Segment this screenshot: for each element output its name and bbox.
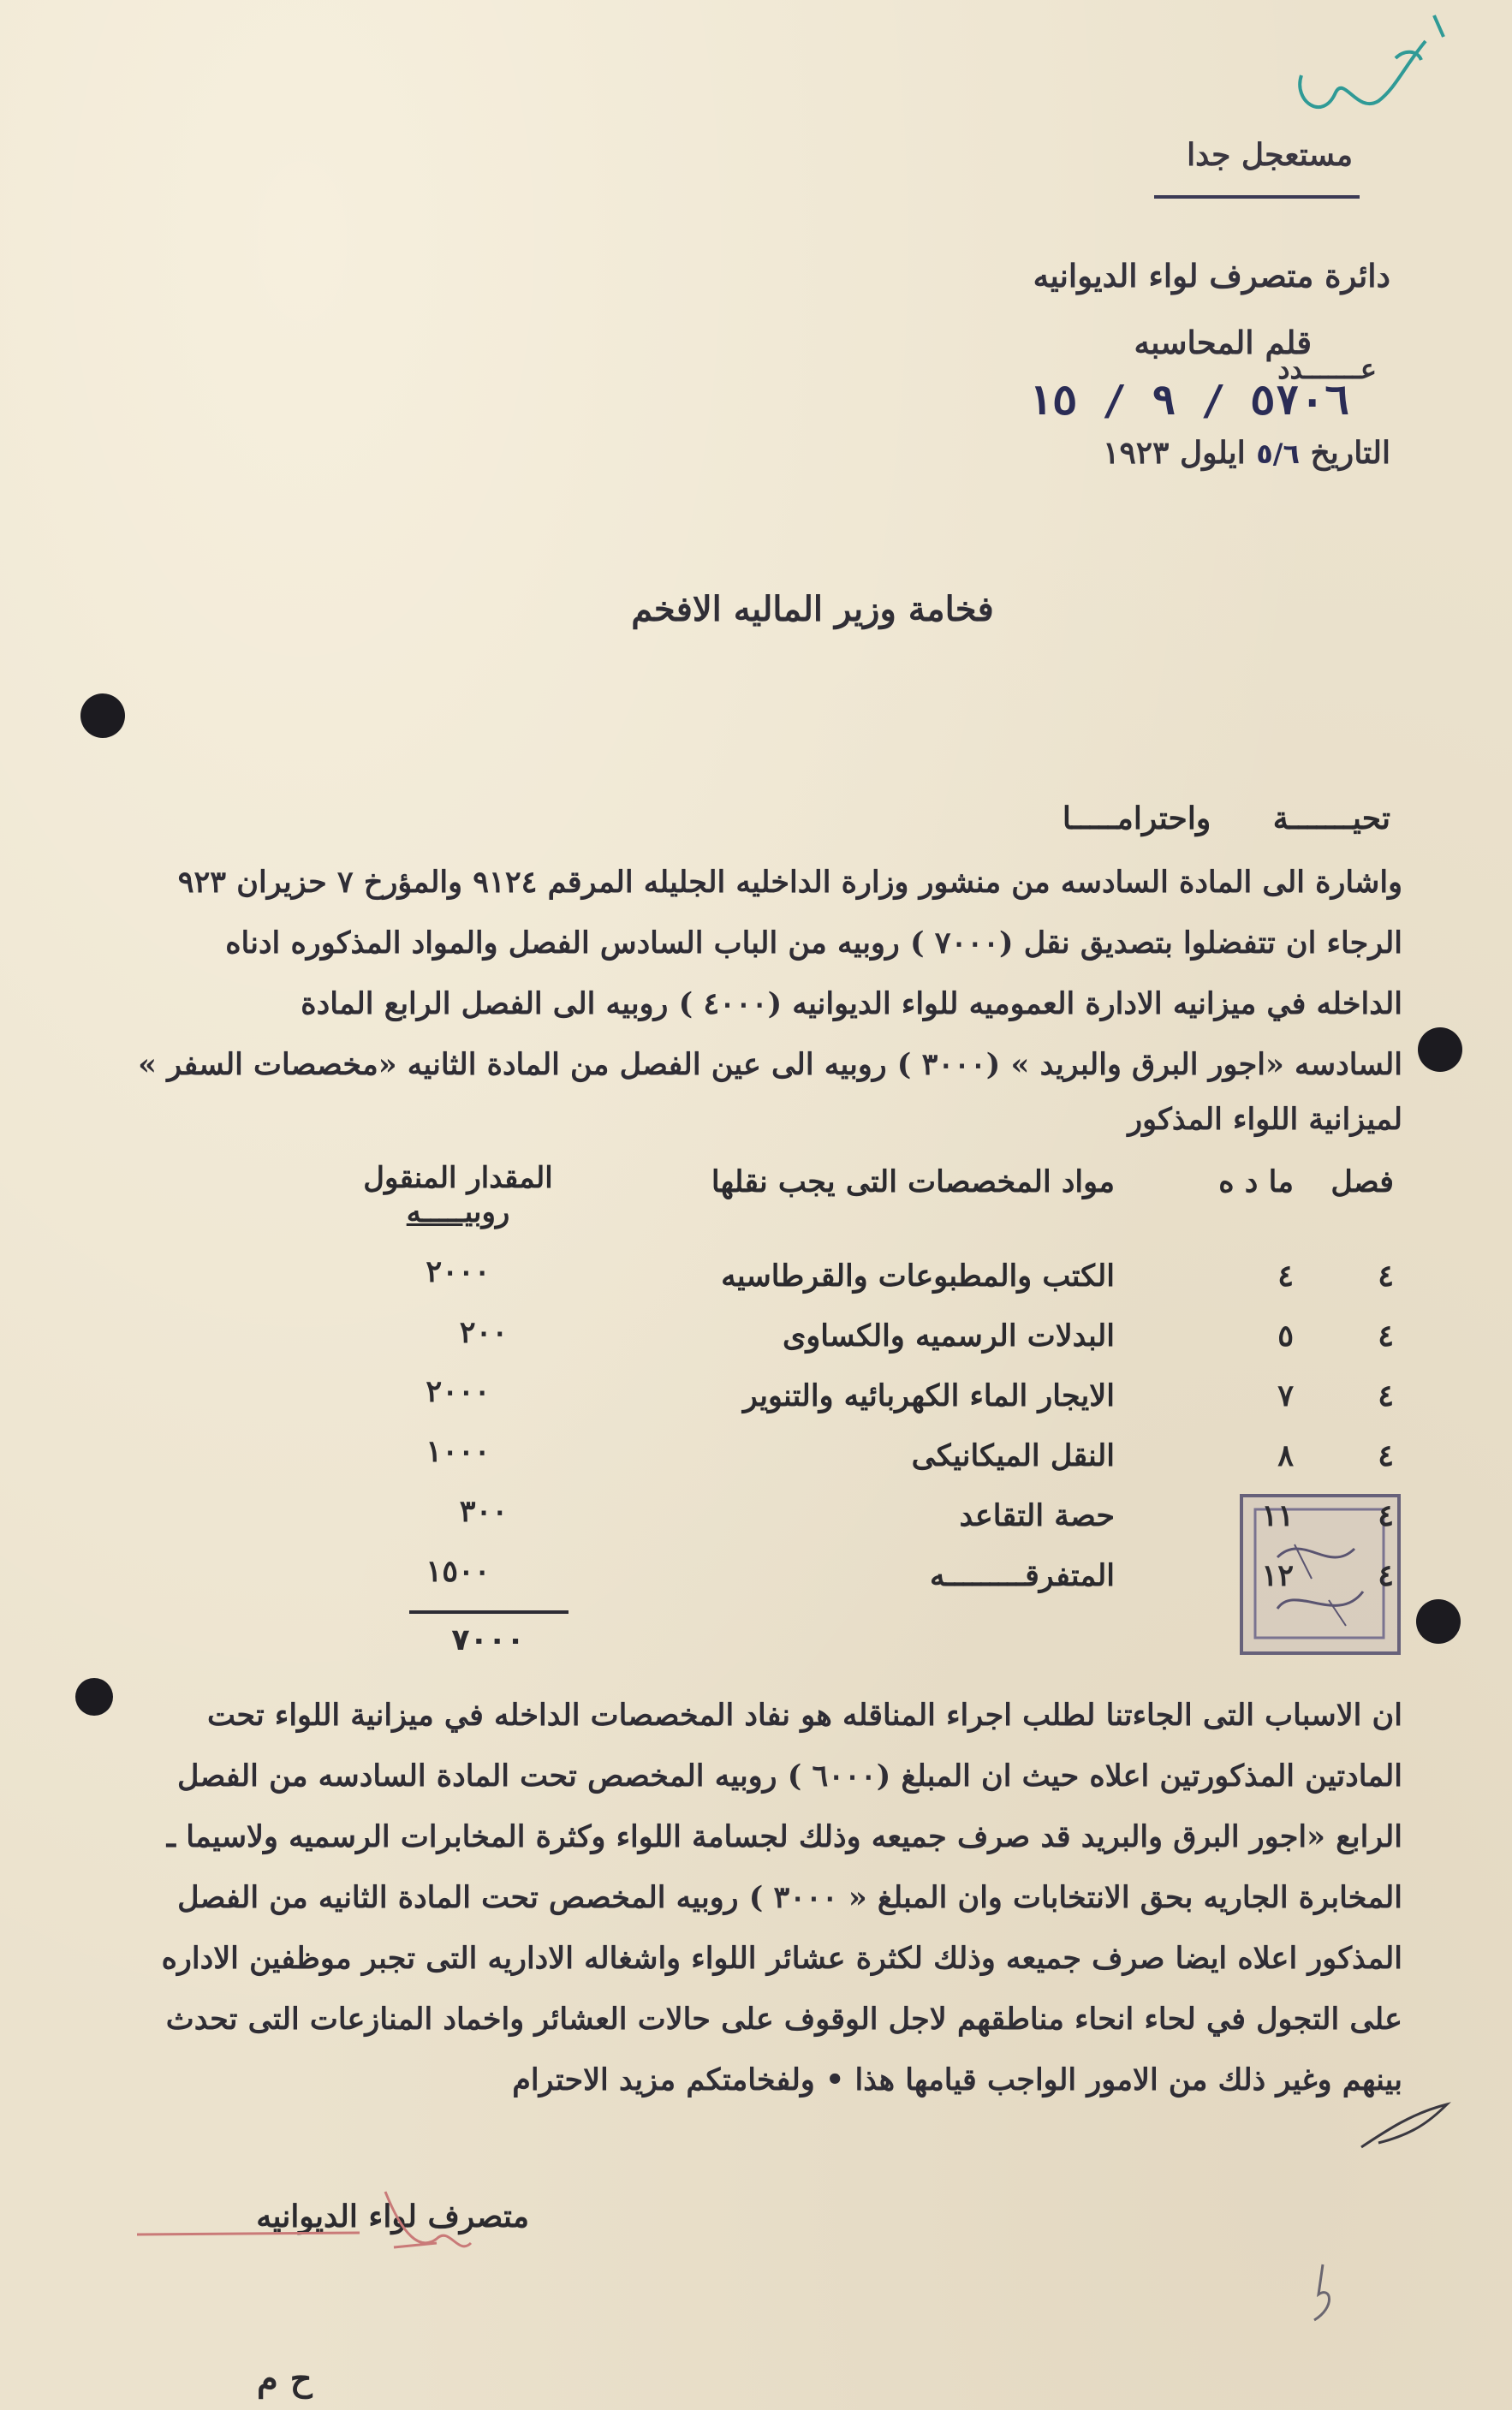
number-label: عـــــــدد (1277, 353, 1377, 385)
handwritten-annotation-icon (1276, 7, 1447, 135)
request-paragraph (84, 852, 1402, 1145)
table-cell-desc: الايجار الماء الكهربائيه والتنوير (742, 1378, 1115, 1413)
greeting-word: تحيـــــــة (1272, 800, 1390, 836)
addressee (0, 589, 1512, 629)
table-cell-fasl: ٤ (1378, 1378, 1394, 1413)
total-rule (409, 1610, 568, 1614)
paragraph-line: على التجول في لحاء انحاء مناطقهم لاجل الوقوف على حالات العشائر واخماد المنازعات التى تحدث (165, 2002, 1402, 2037)
table-cell-amount: ١٠٠٠ (426, 1434, 491, 1469)
punch-hole (1416, 1599, 1461, 1644)
table-header-madda: ما د ه (1218, 1164, 1294, 1199)
greeting-word: واحترامـــــا (1062, 800, 1211, 836)
urgent-label: مستعجل جدا (1187, 137, 1353, 173)
table-cell-desc: البدلات الرسميه والكساوى (783, 1318, 1115, 1354)
pencil-mark-icon (1289, 2260, 1348, 2329)
table-cell-madda: ٤ (1277, 1259, 1294, 1294)
table-cell-fasl: ٤ (1378, 1438, 1394, 1473)
footer-mark: ح م (257, 2359, 313, 2399)
table-cell-madda: ١١ (1261, 1498, 1294, 1533)
punch-hole (1418, 1027, 1462, 1072)
paragraph-line: المخابرة الجاريه بحق الانتخابات وان المبلغ « ٣٠٠٠ ) روبيه المخصص تحت المادة الثانيه من الفصل (177, 1880, 1402, 1915)
paragraph-line: الرجاء ان تتفضلوا بتصديق نقل (٧٠٠٠ ) روبيه من الباب السادس الفصل والمواد المذكوره ادناه (225, 925, 1402, 961)
paragraph-line: لميزانية اللواء المذكور (1128, 1102, 1402, 1137)
paragraph-line: بينهم وغير ذلك من الامور الواجب قيامها هذا • ولفخامتكم مزيد الاحترام (512, 2062, 1402, 2098)
table-cell-madda: ٧ (1277, 1378, 1294, 1413)
punch-hole (80, 693, 125, 738)
greeting (1063, 800, 1390, 836)
paragraph-line: المادتين المذكورتين اعلاه حيث ان المبلغ (٦٠٠٠ ) روبيه المخصص تحت المادة السادسه من الفصل (176, 1758, 1402, 1794)
table-cell-fasl: ٤ (1378, 1498, 1394, 1533)
office-name: دائرة متصرف لواء الديوانيه (1033, 257, 1390, 295)
amount-header-text: المقدار المنقول (363, 1161, 553, 1195)
date-label: التاريخ (1310, 435, 1390, 471)
table-cell-fasl: ٤ (1378, 1558, 1394, 1593)
table-cell-amount: ٢٠٠٠ (426, 1374, 491, 1409)
table-cell-madda: ١٢ (1261, 1558, 1294, 1593)
reference-number: ٥٧٠٦ / ٩ / ١٥ (1027, 377, 1349, 425)
table-cell-fasl: ٤ (1378, 1318, 1394, 1354)
table-header-items: مواد المخصصات التى يجب نقلها (711, 1164, 1115, 1199)
red-signature-icon (128, 2175, 505, 2269)
urgent-underline (1154, 195, 1360, 199)
table-cell-amount: ٢٠٠٠ (426, 1254, 491, 1289)
reasons-paragraph (84, 1685, 1402, 2110)
signature-title: متصرف لواء الديوانيه (256, 2199, 529, 2234)
paragraph-line: واشارة الى المادة السادسه من منشور وزارة الداخليه الجليله المرقم ٩١٢٤ والمؤرخ ٧ حزيران ٩٢٣ (177, 865, 1402, 900)
date-line (1103, 435, 1390, 471)
date-value: ايلول ١٩٢٣ (1103, 435, 1246, 471)
closing-flourish-icon (1353, 2096, 1464, 2156)
table-cell-madda: ٥ (1277, 1318, 1294, 1354)
addressee-text: فخامة وزير الماليه الافخم (631, 589, 994, 629)
table-cell-fasl: ٤ (1378, 1259, 1394, 1294)
table-cell-amount: ١٥٠٠ (426, 1554, 491, 1589)
amount-unit-text: روبيـــــه (406, 1195, 510, 1229)
paragraph-line: الرابع «اجور البرق والبريد قد صرف جميعه وذلك لجسامة اللواء وكثرة المخابرات الرسميه ولاسيما ـ (166, 1819, 1402, 1854)
table-header-amount (347, 1161, 569, 1229)
table-cell-desc: المتفرقـــــــــه (930, 1558, 1115, 1593)
paragraph-line: ان الاسباب التى الجاءتنا لطلب اجراء المناقله هو نفاد المخصصات الداخله في ميزانية اللواء تحت (206, 1698, 1402, 1733)
table-cell-madda: ٨ (1277, 1438, 1294, 1473)
paragraph-line: المذكور اعلاه ايضا صرف جميعه وذلك لكثرة عشائر اللواء واشغاله الاداريه التى تجبر موظفين الاداره (161, 1941, 1402, 1976)
table-cell-amount: ٣٠٠ (459, 1494, 509, 1529)
table-header-fasl: فصل (1330, 1164, 1394, 1199)
table-cell-desc: الكتب والمطبوعات والقرطاسيه (721, 1259, 1115, 1294)
table-cell-desc: حصة التقاعد (959, 1498, 1115, 1533)
department-name: قلم المحاسبه (1134, 324, 1312, 361)
date-fraction: ٥/٦ (1256, 437, 1300, 470)
table-cell-desc: النقل الميكانيكى (911, 1438, 1115, 1473)
table-total: ٧٠٠٠ (451, 1623, 525, 1657)
paragraph-line: السادسه «اجور البرق والبريد » (٣٠٠٠ ) روبيه الى عين الفصل من المادة الثانيه «مخصصات السفر » (138, 1047, 1402, 1082)
paragraph-line: الداخله في ميزانيه الادارة العموميه للواء الديوانيه (٤٠٠٠ ) روبيه الى الفصل الرابع المادة (301, 986, 1402, 1021)
table-cell-amount: ٢٠٠ (459, 1315, 509, 1350)
